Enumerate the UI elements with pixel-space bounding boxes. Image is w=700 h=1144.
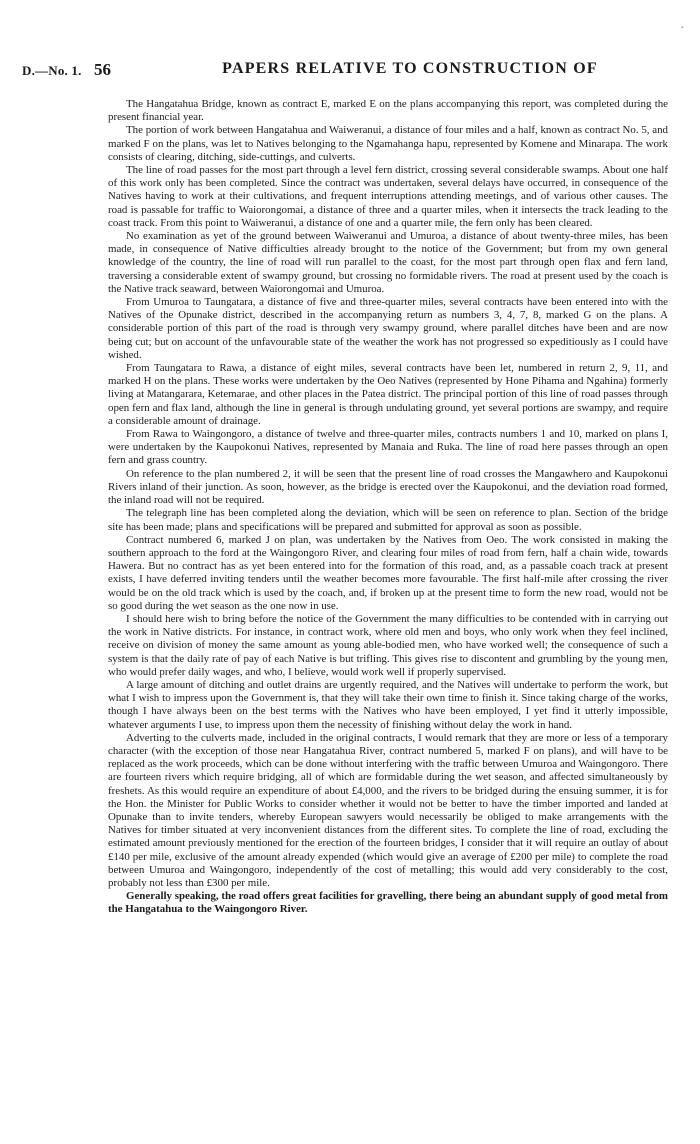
paragraph: The Hangatahua Bridge, known as contract E, marked E on the plans accompanying this report, was completed during the present financial year. bbox=[108, 98, 668, 124]
report-body bbox=[108, 98, 668, 917]
paragraph: On reference to the plan numbered 2, it will be seen that the present line of road crosses the Mangawhero and Kaupokonui Rivers inland of their junction. As soon, however, as the bridge is erected over the Kaupokonui, and the deviation road formed, the inland road will not be required. bbox=[108, 467, 668, 507]
paragraph: From Taungatara to Rawa, a distance of eight miles, several contracts have been let, numbered in return 2, 9, 11, and marked H on the plans. These works were undertaken by the Oeo Natives (represented by Hone Pihama and Ngahina) formerly living at Matangarara, Ketemarae, and other places in the Patea district. The principal portion of this line of road passes through open fern and flax land, although the line in general is through undulating ground, yet several portions are swampy, and require a considerable amount of drainage. bbox=[108, 362, 668, 427]
page-header bbox=[22, 60, 682, 82]
paragraph: From Umuroa to Taungatara, a distance of five and three-quarter miles, several contracts have been entered into with the Natives of the Opunake district, described in the accompanying return as numbers 3, 4, 7, 8, marked G on the plans. A considerable portion of this part of the road is through very swampy ground, where parallel ditches have been and are now being cut; but on account of the unfavourable state of the weather the work has not progressed so expeditiously as I could have wished. bbox=[108, 296, 668, 361]
paragraph: A large amount of ditching and outlet drains are urgently required, and the Natives will undertake to perform the work, but what I wish to impress upon the Government is, that they will take their own time to finish it. Since taking charge of the works, though I have always been on the best terms with the Natives who have been employed, I yet find it utterly impossible, whatever arguments I use, to impress upon them the necessity of finishing without delay the work in hand. bbox=[108, 678, 668, 731]
paragraph: Contract numbered 6, marked J on plan, was undertaken by the Natives from Oeo. The work consisted in making the southern approach to the ford at the Waingongoro River, and clearing four miles of road from fern, half a chain wide, towards Hawera. But no contract has as yet been entered into for the formation of this road, and, as a passable coach track at present exists, I have deferred inviting tenders until the weather becomes more favourable. The first half-mile after crossing the river would be on the old track which is used by the coach, and, if broken up at the present time to form the new road, would not be so good during the wet season as the one now in use. bbox=[108, 533, 668, 612]
paragraph: The line of road passes for the most part through a level fern district, crossing several considerable swamps. About one half of this work only has been completed. Since the contract was undertaken, several delays have occurred, in consequence of the Natives having to work at their cultivations, and frequent interruptions attending meetings, and of various other causes. The road is passable for traffic to Waiorongomai, a distance of three and a quarter miles, when it intersects the track leading to the coast track. From this point to Waiweranui, a distance of one and a quarter mile, the fern only has been cleared. bbox=[108, 164, 668, 229]
page-number: 56 bbox=[94, 60, 111, 79]
paragraph: No examination as yet of the ground between Waiweranui and Umuroa, a distance of about twenty-three miles, has been made, in consequence of Native difficulties already brought to the notice of the Government; but from my own general knowledge of the country, the line of road will run parallel to the coast, for the most part through open flax and fern land, traversing a considerable extent of swampy ground, but crossing no formidable rivers. The road at present used by the coach is the Native track seaward, between Waiorongomai and Umuroa. bbox=[108, 230, 668, 295]
document-reference: D.—No. 1. bbox=[22, 63, 82, 78]
running-head: PAPERS RELATIVE TO CONSTRUCTION OF bbox=[222, 60, 598, 77]
paragraph: I should here wish to bring before the notice of the Government the many difficulties to be contended with in carrying out the work in Native districts. For instance, in contract work, where old men and boys, who only work when they feel inclined, receive on division of money the same amount as young able-bodied men, who have worked well; the consequence of such a system is that the daily rate of pay of each Native is but trifling. This gives rise to discontent and grumbling by the young men, who would prefer daily wages, and who, I believe, would work well if properly supervised. bbox=[108, 612, 668, 678]
paragraph: Adverting to the culverts made, included in the original contracts, I would remark that they are more or less of a temporary character (with the exception of those near Hangatahua River, contract numbered 5, marked F on plans), and will have to be replaced as the work proceeds, which can be done without interfering with the traffic between Umuroa and Waingongoro. There are fourteen rivers which require bridging, all of which are formidable during the wet season, and affected simultaneously by freshets. As this would require an expenditure of about £4,000, and the rivers to be bridged during the ensuing summer, it is for the Hon. the Minister for Public Works to consider whether it would not be better to have the timber imported and landed at Opunake than to invite tenders, whereby European sawyers would necessarily be obliged to make arrangements with the Natives for timber situated at very inconvenient distances from the different sites. To complete the line of road, excluding the estimated amount previously mentioned for the erection of the fourteen bridges, I consider that it will require an outlay of about £140 per mile, exclusive of the amount already expended (which would give an average of £200 per mile) to complete the road between Umuroa and Waingongoro, independently of the cost of metalling; this would add very considerably to the cost, probably not less than £300 per mile. bbox=[108, 731, 668, 889]
corner-mark: - bbox=[680, 22, 684, 33]
paragraph: Generally speaking, the road offers great facilities for gravelling, there being an abundant supply of good metal from the Hangatahua to the Waingongoro River. bbox=[108, 890, 668, 916]
paragraph: From Rawa to Waingongoro, a distance of twelve and three-quarter miles, contracts numbers 1 and 10, marked on plans I, were undertaken by the Kaupokonui Natives, represented by Manaia and Ruka. The line of road here passes through an open fern and grass country. bbox=[108, 428, 668, 467]
paragraph: The portion of work between Hangatahua and Waiweranui, a distance of four miles and a half, known as contract No. 5, and marked F on the plans, was let to Natives belonging to the Ngamahanga hapu, represented by Komene and Minarapa. The work consists of clearing, ditching, side-cuttings, and culverts. bbox=[108, 124, 668, 163]
paragraph: The telegraph line has been completed along the deviation, which will be seen on reference to plan. Section of the bridge site has been made; plans and specifications will be prepared and submitted for approval as soon as possible. bbox=[108, 507, 668, 533]
